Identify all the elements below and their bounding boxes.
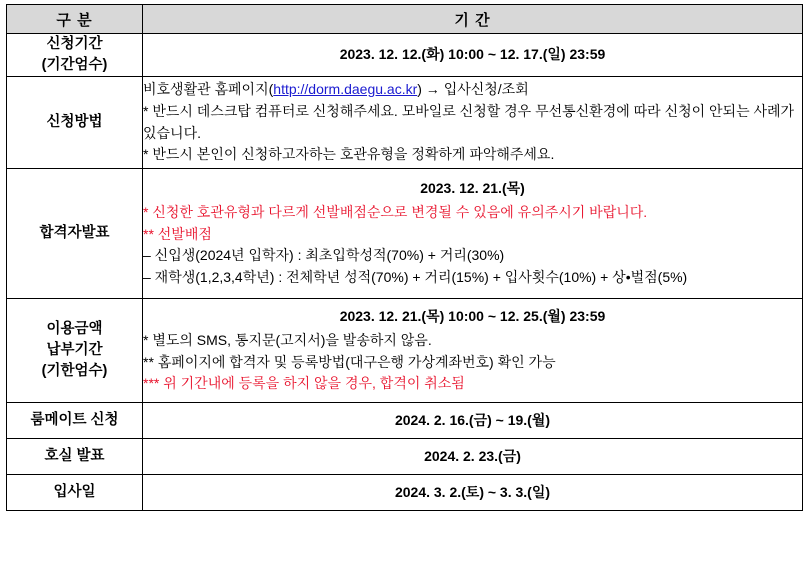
payment-note-no-sms: * 별도의 SMS, 통지문(고지서)을 발송하지 않음. [143, 331, 432, 348]
label-line-1: 합격자발표 [39, 225, 110, 242]
application-period-dates: 2023. 12. 12.(화) 10:00 ~ 12. 17.(일) 23:59 [339, 46, 606, 63]
table-body [7, 34, 803, 511]
payment-period-dates: 2023. 12. 21.(목) 10:00 ~ 12. 25.(월) 23:59 [339, 308, 606, 325]
selection-score-heading: ** 선발배점 [143, 225, 212, 242]
table-header-row [7, 5, 803, 34]
row-content-move-in-date [143, 475, 803, 511]
label-line-1: 신청방법 [46, 114, 103, 131]
row-content-application-period [143, 34, 803, 77]
table-row-roommate-application [7, 403, 803, 439]
row-label-move-in-date [7, 475, 143, 511]
row-content-roommate-application [143, 403, 803, 439]
table-row-room-announcement [7, 439, 803, 475]
payment-note-cancellation: *** 위 기간내에 등록을 하지 않을 경우, 합격이 취소됨 [143, 375, 465, 392]
method-homepage-suffix: ) → 입사신청/조회 [417, 81, 529, 98]
label-line-1: 호실 발표 [44, 448, 105, 465]
label-line-2: (기간엄수) [41, 57, 108, 74]
label-line-3: (기한엄수) [41, 363, 108, 380]
payment-note-virtual-account: ** 홈페이지에 합격자 및 등록방법(대구은행 가상계좌번호) 확인 가능 [143, 353, 556, 370]
row-content-result-announcement [143, 169, 803, 299]
result-warning-note: * 신청한 호관유형과 다르게 선발배점순으로 변경될 수 있음에 유의주시기 바랍니다. [143, 204, 648, 220]
label-line-2: 납부기간 [46, 342, 103, 359]
method-homepage-line [143, 79, 802, 101]
schedule-table [6, 4, 803, 511]
method-homepage-prefix: 비호생활관 홈페이지( [143, 81, 274, 98]
table-header [7, 5, 803, 34]
dorm-homepage-link[interactable]: http://dorm.daegu.ac.kr [273, 81, 418, 98]
row-label-result-announcement [7, 169, 143, 299]
row-label-application-method [7, 77, 143, 169]
roommate-application-dates: 2024. 2. 16.(금) ~ 19.(월) [394, 411, 551, 428]
row-label-payment-period [7, 299, 143, 403]
room-announcement-date: 2024. 2. 23.(금) [424, 447, 521, 464]
method-note-desktop: * 반드시 데스크탑 컴퓨터로 신청해주세요. 모바일로 신청할 경우 무선통신환경에 따라 신청이 안되는 사례가 있습니다. [143, 102, 795, 141]
label-line-1: 신청기간 [46, 36, 103, 52]
row-label-room-announcement [7, 439, 143, 475]
table-row-result-announcement [7, 169, 803, 299]
header-cell-category: 구 분 [7, 5, 143, 34]
row-content-payment-period [143, 299, 803, 403]
row-content-room-announcement [143, 439, 803, 475]
table-row-application-method [7, 77, 803, 169]
table-row-payment-period [7, 299, 803, 403]
row-label-roommate-application [7, 403, 143, 439]
label-line-1: 룸메이트 신청 [30, 412, 119, 429]
row-content-application-method [143, 77, 803, 169]
row-label-application-period [7, 34, 143, 77]
result-announcement-date: 2023. 12. 21.(목) [420, 180, 525, 197]
header-cell-period: 기 간 [143, 5, 803, 34]
table-row-move-in-date [7, 475, 803, 511]
selection-score-freshman: – 신입생(2024년 입학자) : 최초입학성적(70%) + 거리(30%) [143, 247, 505, 264]
move-in-dates: 2024. 3. 2.(토) ~ 3. 3.(일) [394, 483, 551, 500]
selection-score-enrolled: – 재학생(1,2,3,4학년) : 전체학년 성적(70%) + 거리(15%) + 입사횟수(10%) + 상•벌점(5%) [143, 269, 688, 286]
method-note-type: * 반드시 본인이 신청하고자하는 호관유형을 정확하게 파악해주세요. [143, 146, 555, 163]
label-line-1: 입사일 [53, 484, 96, 501]
label-line-1: 이용금액 [46, 321, 103, 337]
table-row-application-period [7, 34, 803, 77]
